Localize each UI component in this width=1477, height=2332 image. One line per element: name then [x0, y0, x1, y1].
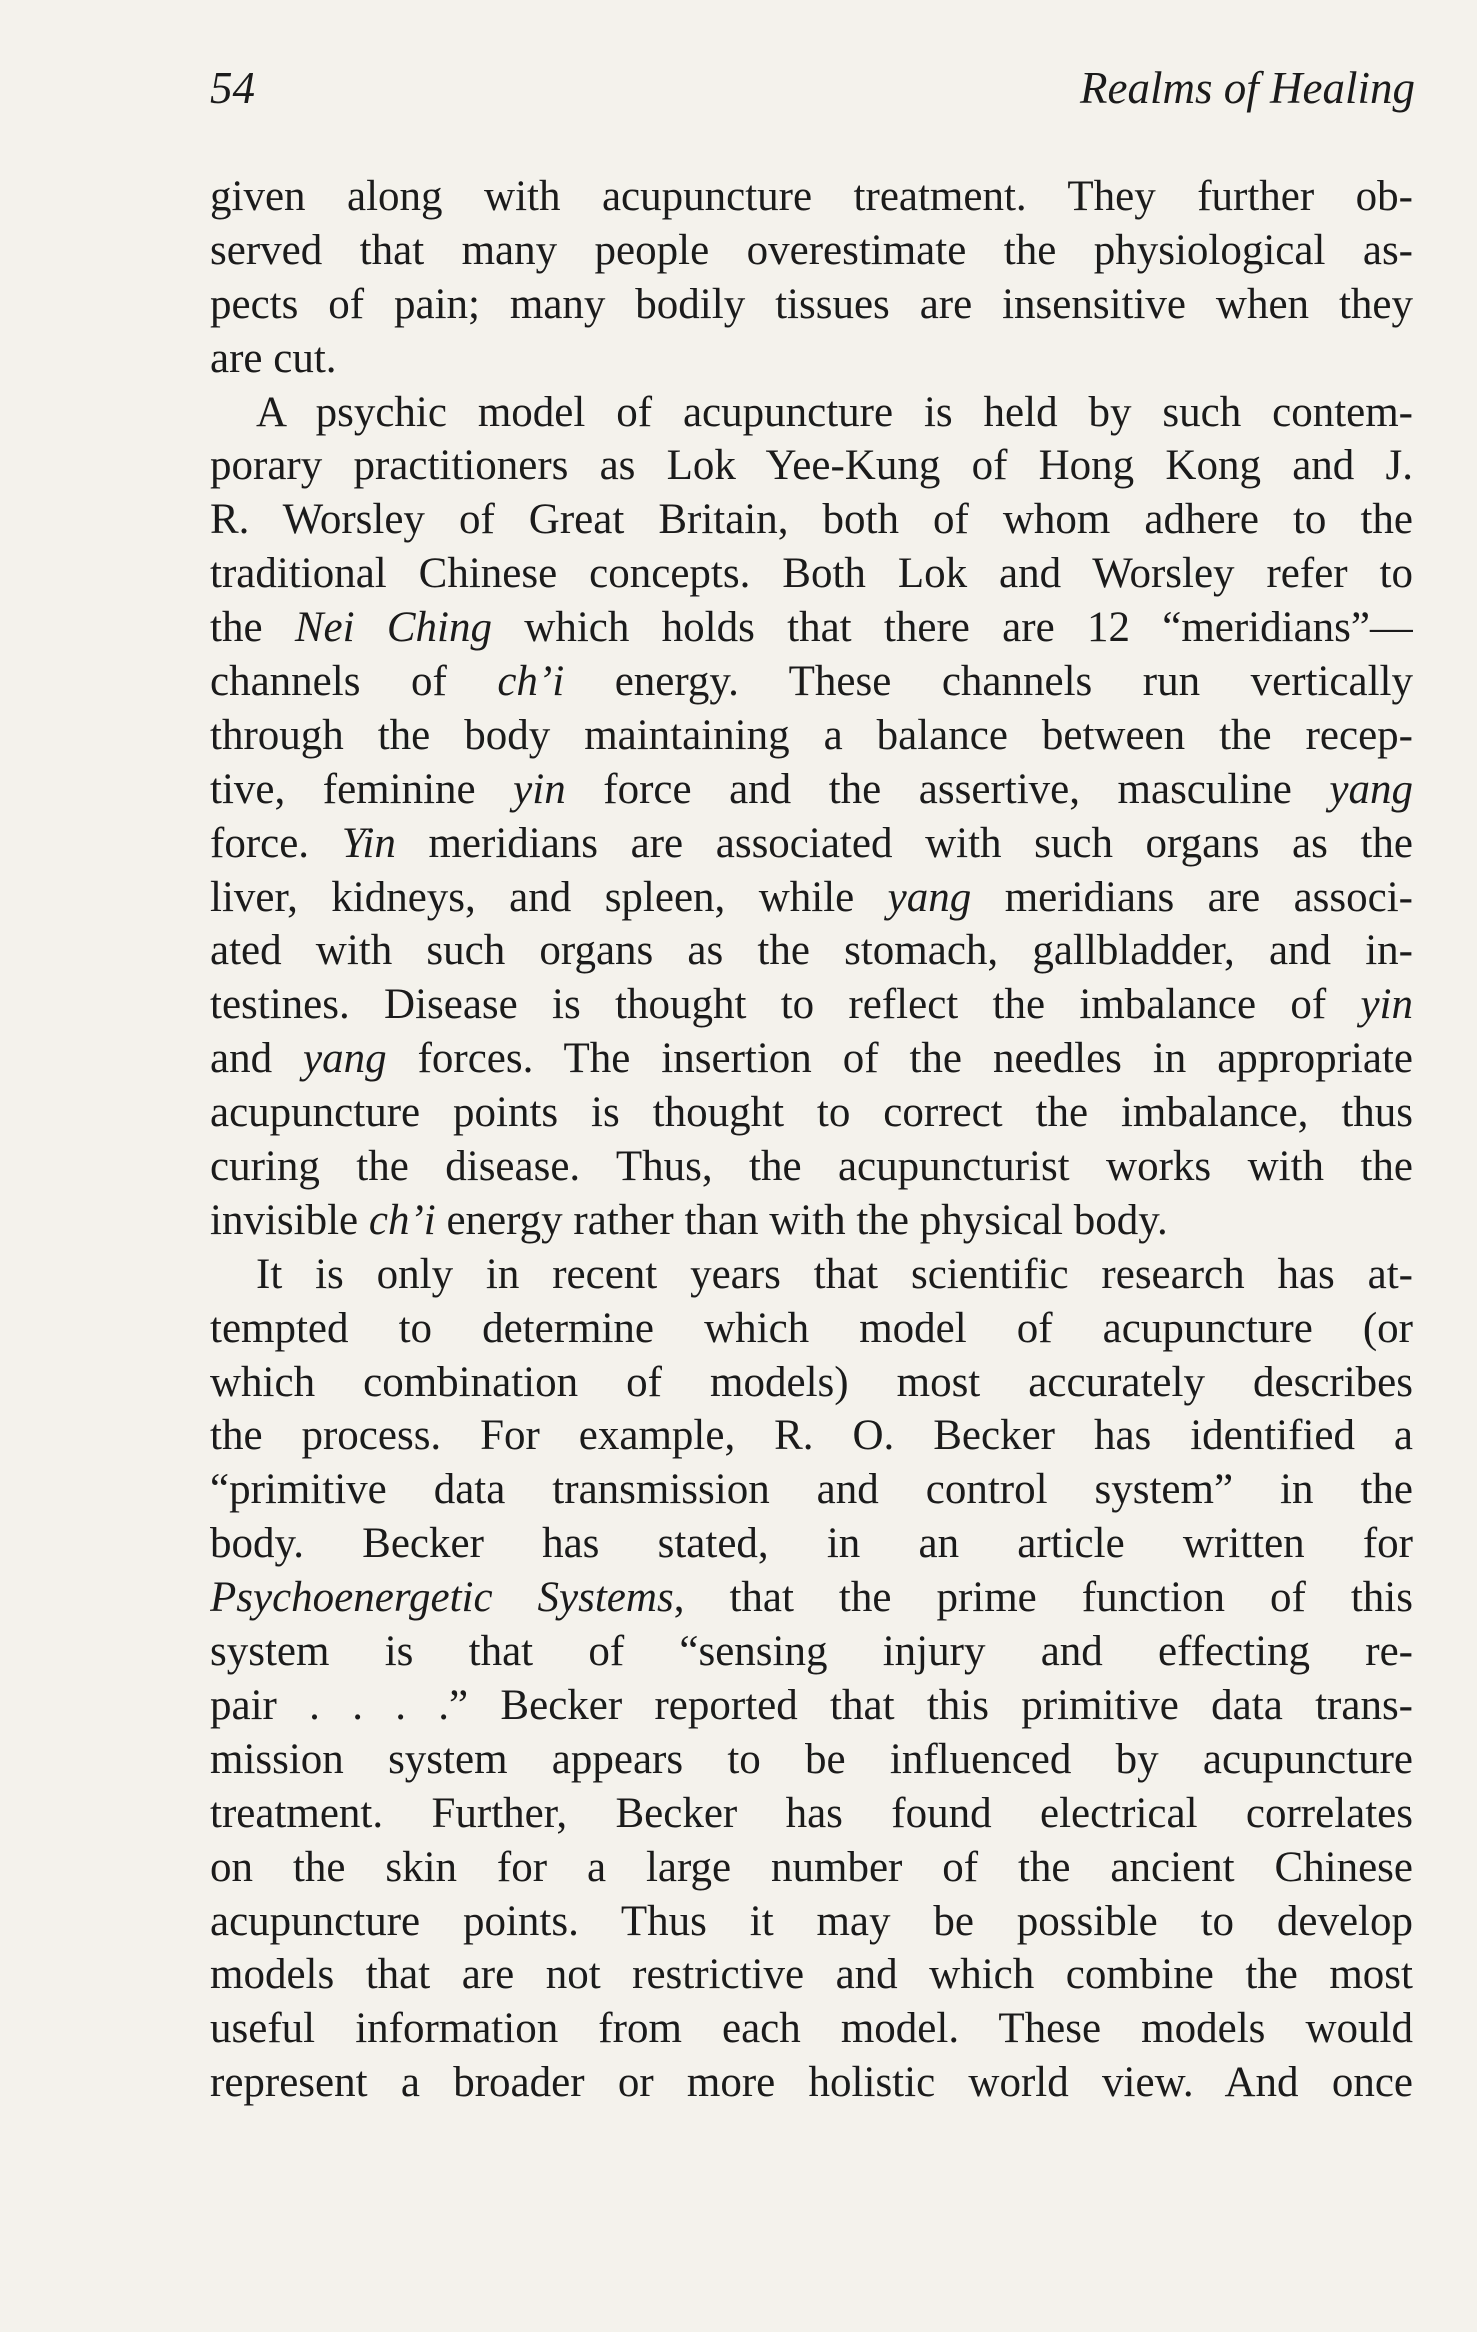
- text-segment: channels of: [210, 658, 498, 706]
- text-segment: “primitive data transmission and control system” in the: [210, 1466, 1413, 1514]
- text-line: [210, 1248, 1413, 1302]
- text-line: [210, 1517, 1413, 1571]
- text-line: [210, 1571, 1413, 1625]
- italic-text: yin: [1360, 981, 1413, 1029]
- text-segment: meridians are associ-: [971, 873, 1413, 921]
- italic-text: Nei Ching: [294, 604, 492, 652]
- italic-text: ch’i: [368, 1196, 436, 1244]
- italic-text: yin: [513, 765, 566, 813]
- text-line: [210, 1194, 1413, 1248]
- text-segment: treatment. Further, Becker has found electrical correlates: [210, 1789, 1413, 1837]
- text-segment: body. Becker has stated, in an article written for: [210, 1520, 1413, 1568]
- text-line: [210, 1625, 1413, 1679]
- text-line: [210, 1733, 1413, 1787]
- text-segment: energy. These channels run vertically: [564, 658, 1413, 706]
- running-head: Realms of Healing: [1080, 63, 1415, 113]
- text-segment: ated with such organs as the stomach, gallbladder, and in-: [210, 927, 1413, 975]
- text-segment: models that are not restrictive and which combine the most: [210, 1951, 1413, 1999]
- text-line: [210, 978, 1413, 1032]
- text-line: [210, 2056, 1413, 2110]
- text-segment: on the skin for a large number of the ancient Chinese: [210, 1843, 1413, 1891]
- text-line: [210, 1140, 1413, 1194]
- text-segment: pair . . . .” Becker reported that this primitive data trans-: [210, 1681, 1413, 1729]
- text-segment: R. Worsley of Great Britain, both of whom adhere to the: [210, 496, 1413, 544]
- text-line: [210, 224, 1413, 278]
- text-line: [210, 1841, 1413, 1895]
- text-segment: acupuncture points. Thus it may be possible to develop: [210, 1897, 1413, 1945]
- text-segment: force.: [210, 819, 342, 867]
- text-line: [210, 1463, 1413, 1517]
- text-segment: which holds that there are 12 “meridians”—: [491, 604, 1413, 652]
- text-line: [210, 1679, 1413, 1733]
- text-segment: which combination of models) most accurately describes: [210, 1358, 1413, 1406]
- italic-text: yang: [887, 873, 972, 921]
- italic-text: yang: [1329, 765, 1413, 813]
- text-line: [210, 1302, 1413, 1356]
- text-segment: forces. The insertion of the needles in appropriate: [386, 1035, 1413, 1083]
- text-line: [210, 1787, 1413, 1841]
- text-segment: the process. For example, R. O. Becker has identified a: [210, 1412, 1413, 1460]
- italic-text: Yin: [341, 819, 396, 867]
- text-segment: represent a broader or more holistic world view. And once: [210, 2059, 1413, 2107]
- text-line: [210, 1086, 1413, 1140]
- italic-text: ch’i: [497, 658, 565, 706]
- text-line: [210, 1948, 1413, 2002]
- text-line: [210, 763, 1413, 817]
- text-line: [210, 709, 1413, 763]
- text-segment: through the body maintaining a balance between the recep-: [210, 711, 1413, 759]
- text-segment: useful information from each model. These models would: [210, 2005, 1413, 2053]
- text-segment: , that the prime function of this: [673, 1574, 1413, 1622]
- text-segment: are cut.: [210, 334, 337, 382]
- text-segment: porary practitioners as Lok Yee-Kung of Hong Kong and J.: [210, 442, 1413, 490]
- text-line: [210, 1895, 1413, 1949]
- text-segment: force and the assertive, masculine: [565, 765, 1330, 813]
- text-line: [210, 924, 1413, 978]
- text-line: [210, 817, 1413, 871]
- text-segment: traditional Chinese concepts. Both Lok and Worsley refer to: [210, 550, 1413, 598]
- page-header: [210, 58, 1415, 118]
- text-line: [210, 278, 1413, 332]
- text-segment: pects of pain; many bodily tissues are insensitive when they: [210, 280, 1413, 328]
- text-segment: and: [210, 1035, 304, 1083]
- page-number: 54: [210, 63, 255, 113]
- text-segment: meridians are associated with such organs as the: [395, 819, 1413, 867]
- text-segment: liver, kidneys, and spleen, while: [210, 873, 888, 921]
- text-segment: It is only in recent years that scientific research has at-: [256, 1250, 1413, 1298]
- text-segment: the: [210, 604, 295, 652]
- italic-text: yang: [303, 1035, 387, 1083]
- text-line: [210, 439, 1413, 493]
- text-line: [210, 170, 1413, 224]
- text-line: [210, 1356, 1413, 1410]
- text-segment: curing the disease. Thus, the acupuncturist works with the: [210, 1143, 1413, 1191]
- text-segment: system is that of “sensing injury and effecting re-: [210, 1628, 1413, 1676]
- text-line: [210, 655, 1413, 709]
- text-segment: served that many people overestimate the physiological as-: [210, 226, 1413, 274]
- text-line: [210, 2002, 1413, 2056]
- text-segment: tive, feminine: [210, 765, 514, 813]
- text-segment: invisible: [210, 1196, 369, 1244]
- text-segment: tempted to determine which model of acupuncture (or: [210, 1304, 1413, 1352]
- text-segment: given along with acupuncture treatment. They further ob-: [210, 173, 1413, 220]
- text-segment: testines. Disease is thought to reflect the imbalance of: [210, 981, 1361, 1029]
- italic-text: Psychoenergetic Systems: [210, 1574, 674, 1622]
- text-line: [210, 493, 1413, 547]
- text-line: [210, 1409, 1413, 1463]
- text-line: [210, 547, 1413, 601]
- text-line: [210, 871, 1413, 925]
- text-segment: energy rather than with the physical body.: [435, 1196, 1168, 1244]
- text-line: [210, 601, 1413, 655]
- text-line: [210, 332, 1413, 386]
- text-segment: mission system appears to be influenced by acupuncture: [210, 1735, 1413, 1783]
- text-segment: A psychic model of acupuncture is held by such contem-: [256, 388, 1413, 436]
- text-segment: acupuncture points is thought to correct the imbalance, thus: [210, 1089, 1413, 1137]
- text-line: [210, 386, 1413, 440]
- body-text: [210, 170, 1413, 2110]
- text-line: [210, 1032, 1413, 1086]
